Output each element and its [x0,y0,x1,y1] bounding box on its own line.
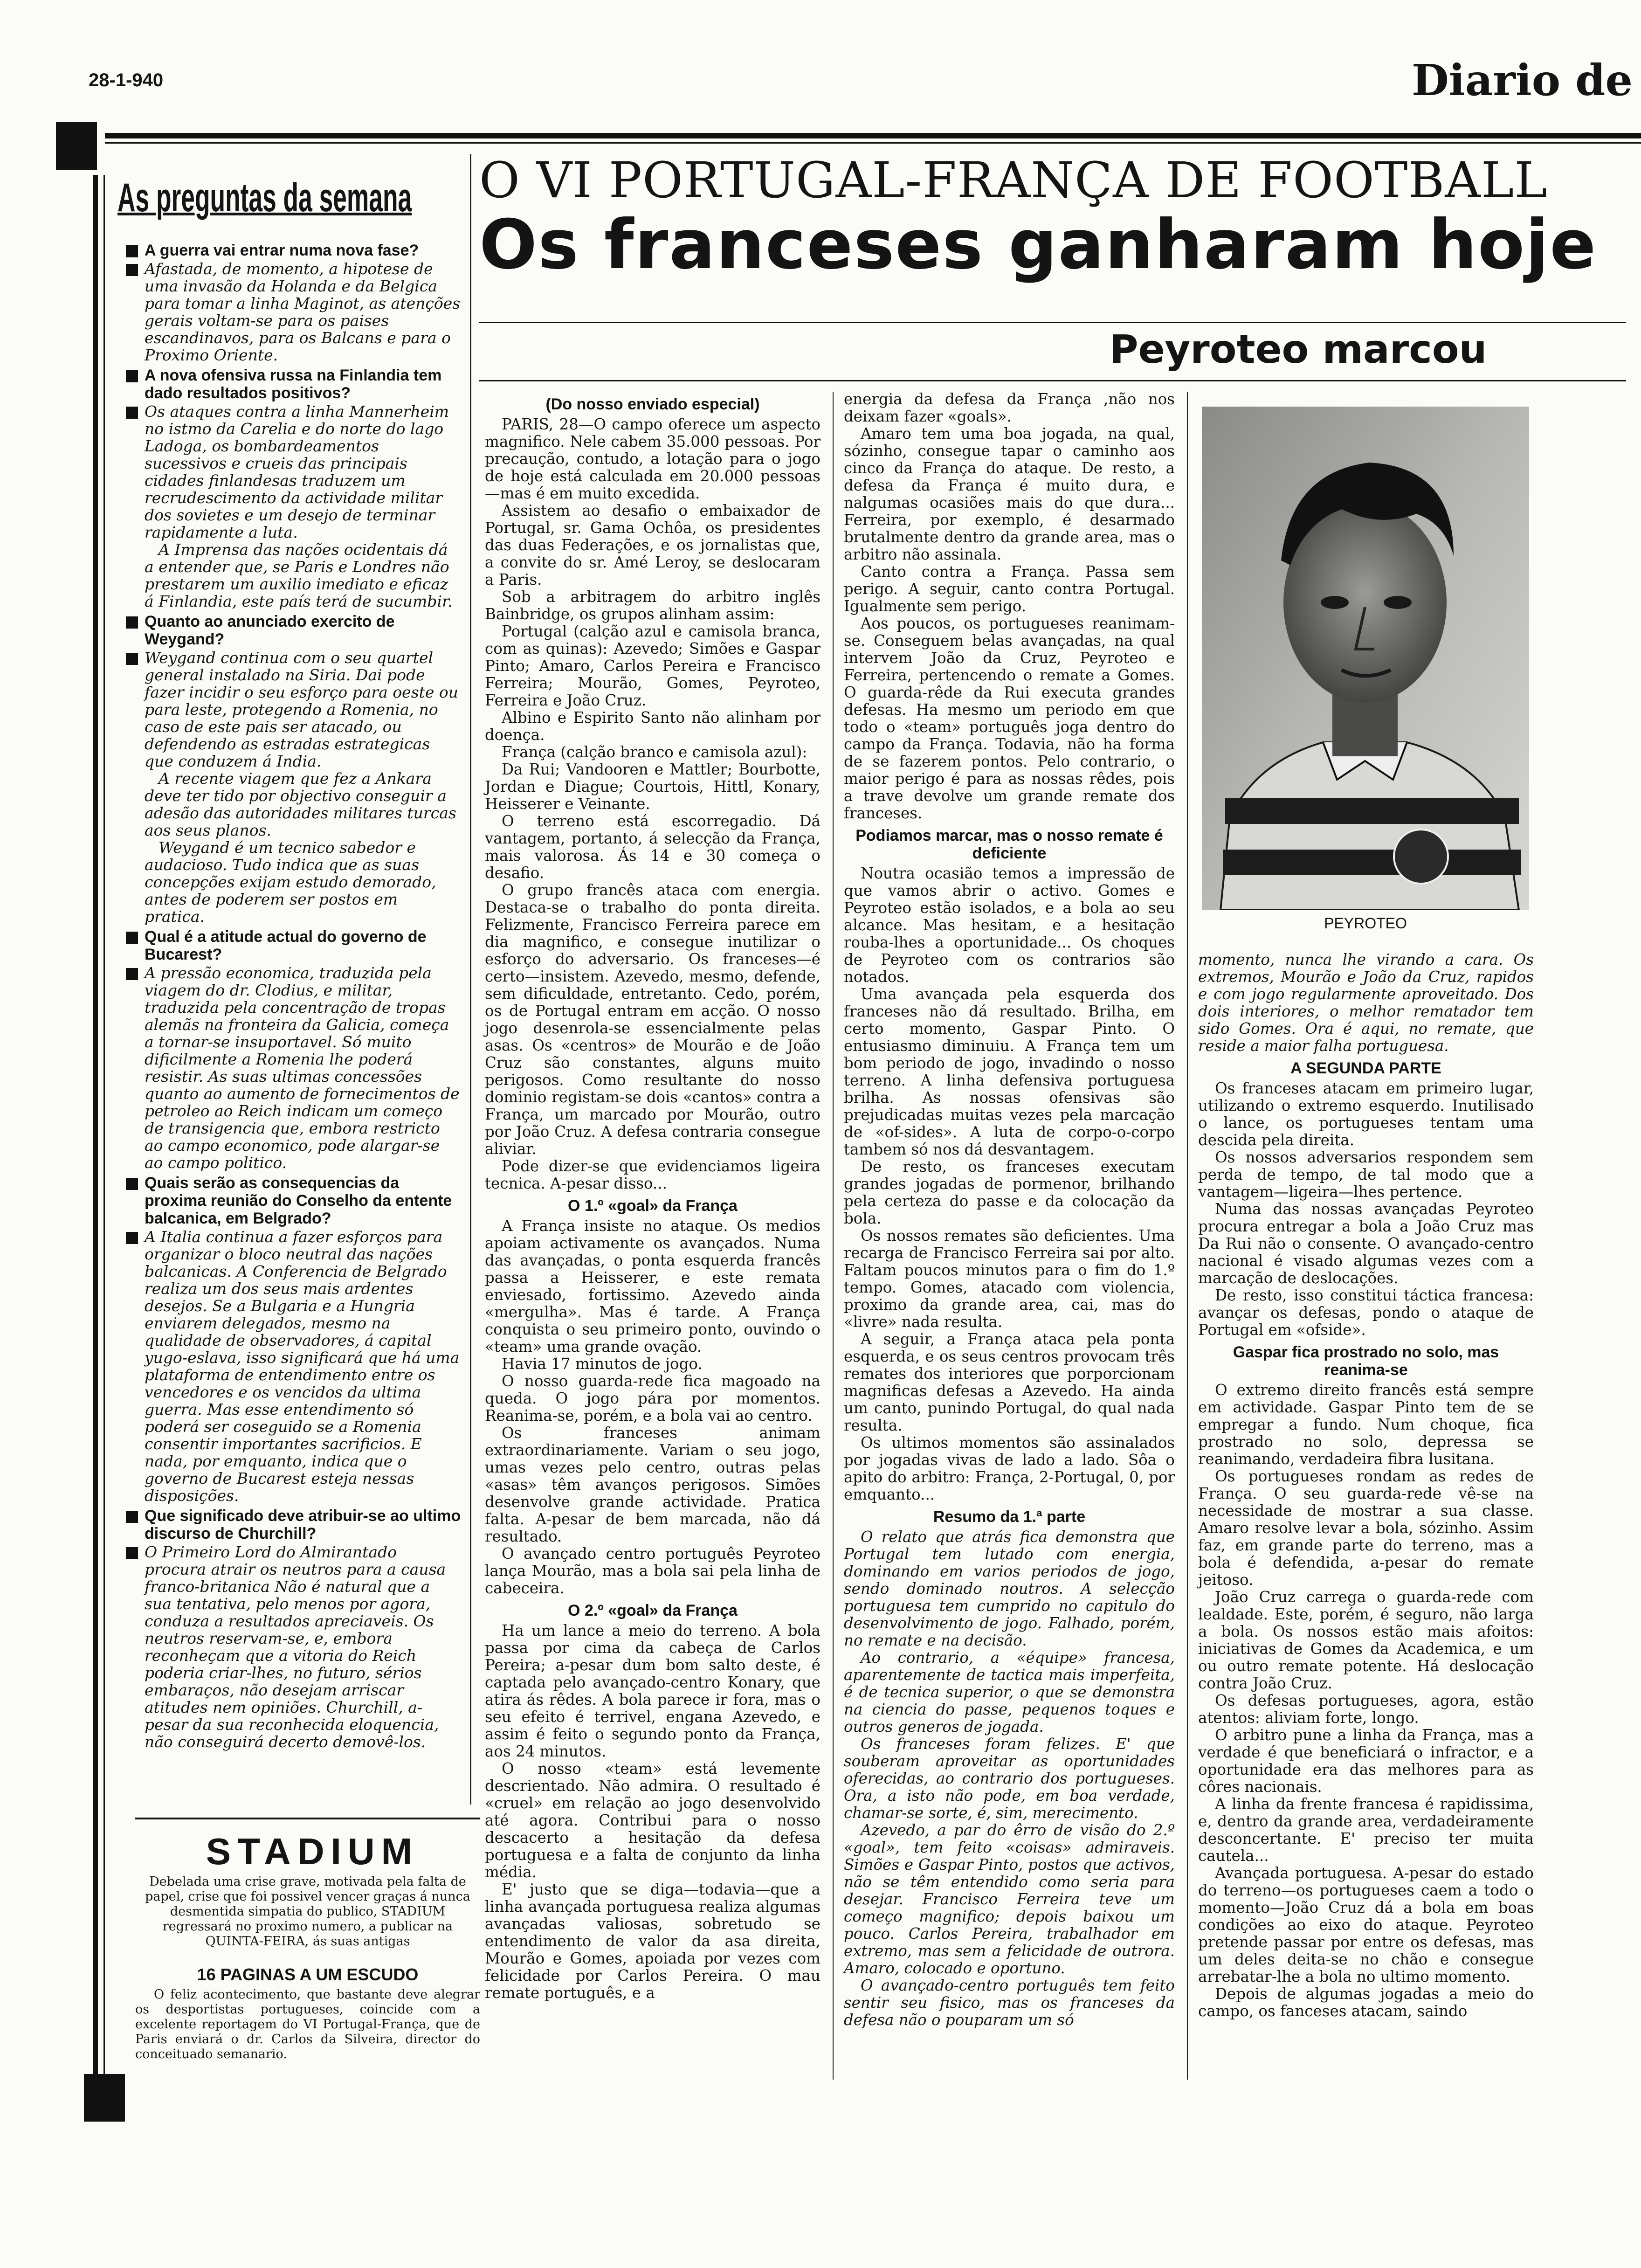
paragraph: Os franceses foram felizes. E' que souberam aproveitar as oportunidades oferecidas, ao contrario dos portugueses. Ora, a isto não pode, em boa verdade, chamar-se sorte, é, sim, merecimento. [844,1735,1175,1822]
question: A guerra vai entrar numa nova fase? [126,242,462,259]
section-heading: A SEGUNDA PARTE [1290,1059,1441,1077]
paragraph: A linha da frente francesa é rapidissima, e, dentro da grande area, verdadeiramente desconcertante. E' preciso ter muita cautela... [1198,1795,1534,1865]
article-column-1 [485,391,820,2002]
question-2 [126,366,462,610]
player-portrait-image [1202,407,1529,910]
question-6 [126,1507,462,1750]
paragraph: Os portugueses rondam as redes de França. O seu guarda-rede vê-se na necessidade de mostrar a sua classe. Amaro resolve levar a bola, sózinho. Assim faz, em grande parte do terreno, mas a bola é defendida, a-pesar do remate jeitoso. [1198,1467,1534,1589]
question: Qual é a atitude actual do governo de Bucarest? [126,928,462,963]
answer [126,1228,462,1504]
paragraph: Pode dizer-se que evidenciamos ligeira tecnica. A-pesar disso... [485,1157,820,1192]
summary-italic [844,1528,1175,2029]
paragraph: O terreno está escorregadio. Dá vantagem, portanto, á selecção da França, mais valorosa. Ás 14 e 30 começa o desafio. [485,812,820,882]
section-heading: Resumo da 1.ª parte [933,1508,1086,1526]
paragraph: O arbitro pune a linha da França, mas a verdade é que beneficiará o infractor, e a oportunidade era das melhores para as côres nacionais. [1198,1726,1534,1796]
stadium-pages: 16 PAGINAS A UM ESCUDO [197,1965,419,1984]
paragraph: Aos poucos, os portugueses reanimam-se. Conseguem belas avançadas, na qual intervem João da Cruz, Peyroteo e Ferreira, pertencendo o remate a Gomes. O guarda-rêde da Rui executa grandes defesas. Ha mesmo um periodo em que todo o «team» português joga dentro do campo da França. Todavia, não ha forma de se fazerem pontos. Pelo contrario, o maior perigo é para as nossas rêdes, pois a trave devolve um grande remate dos franceses. [844,615,1175,822]
stadium-rule [135,1818,480,1819]
question: Que significado deve atribuir-se ao ultimo discurso de Churchill? [126,1507,462,1542]
paragraph: O extremo direito francês está sempre em actividade. Gaspar Pinto tem de se empregar a fundo. Num choque, fica prostrado no solo, depressa se reanimando, verdadeira fibra lusitana. [1198,1381,1534,1468]
paragraph: A seguir, a França ataca pela ponta esquerda, e os seus centros provocam três remates dos interiores que porporcionam magnificas defesas a Azevedo. Ha ainda um canto, punindo Portugal, do qual nada resulta. [844,1330,1175,1434]
paragraph: O avançado-centro português tem feito sentir seu fisico, mas os franceses da defesa não o pouparam um só [844,1977,1175,2029]
question: A nova ofensiva russa na Finlandia tem dado resultados positivos? [126,366,462,402]
answer-paragraph: A recente viagem que fez a Ankara deve ter tido por objectivo conseguir a adesão das autoridades militares turcas aos seus planos. [145,769,456,839]
paragraph: Os nossos remates são deficientes. Uma recarga de Francisco Ferreira sai por alto. Faltam poucos minutos para o fim do 1.º tempo. Gomes, atacado com violencia, proximo da grande area, cai, mas do «livre» nada resulta. [844,1227,1175,1331]
question-5 [126,1174,462,1504]
answer [126,1543,462,1750]
paragraph: Canto contra a França. Passa sem perigo. A seguir, canto contra Portugal. Igualmente sem perigo. [844,563,1175,615]
paragraph: Os defesas portugueses, agora, estão atentos: aliviam forte, longo. [1198,1692,1534,1727]
sidebar-left-rule [93,175,98,2077]
paragraph: Sob a arbitragem do arbitro inglês Bainbridge, os grupos alinham assim: [485,588,820,623]
question: Quais serão as consequencias da proxima reunião do Conselho da entente balcanica, em Belgrado? [126,1174,462,1227]
margin-marker-bottom [84,2074,125,2122]
article-column-3 [1198,951,1534,2020]
paragraph: Ha um lance a meio do terreno. A bola passa por cima da cabeça de Carlos Pereira; a-pesar dum bom salto deste, é captada pelo avançado-centro Konary, que atira ás rêdes. A bola parece ir fora, mas o seu efeito é terrivel, engana Azevedo, e assim é feito o segundo ponto da França, aos 24 minutos. [485,1622,820,1760]
top-rule [105,133,1641,138]
answer [126,403,462,610]
paragraph: O avançado centro português Peyroteo lança Mourão, mas a bola sai pela linha de cabeceira. [485,1545,820,1597]
paragraph: De resto, isso constitui táctica francesa: avançar os defesas, pondo o ataque de Portugal em «ofside». [1198,1286,1534,1339]
continuation-italic [1198,951,1534,1055]
paragraph: PARIS, 28—O campo oferece um aspecto magnifico. Nele cabem 35.000 pessoas. Por precaução, contudo, a lotação para o jogo de hoje está calculada em 20.000 pessoas—mas é em muito excedida. [485,415,820,502]
answer-paragraph: A Italia continua a fazer esforços para organizar o bloco neutral das nações balcanicas. A Conferencia de Belgrado realiza um dos seus mais ardentes desejos. Se a Bulgaria e a Hungria enviarem delegados, mesmo na qualidade de observadores, á capital yugo-eslava, isso significará que há uma plataforma de entendimento entre os vencedores e os vencidos da ultima guerra. Mas esse entendimento só poderá ser coseguido se a Romenia consentir importantes sacrificios. E nada, por emquanto, indica que o governo de Bucarest esteja nessas disposições. [145,1228,460,1505]
paragraph: Os nossos adversarios respondem sem perda de tempo, de tal modo que a vantagem—ligeira—lhes pertence. [1198,1148,1534,1201]
answer [126,964,462,1171]
sidebar-left-rule-thin [103,175,105,2077]
answer-paragraph: A Imprensa das nações ocidentais dá a entender que, se Paris e Londres não prestarem um auxilio imediato e eficaz á Finlandia, este país terá de sucumbir. [145,540,453,610]
question-4 [126,928,462,1171]
paragraph: A França insiste no ataque. Os medios apoiam activamente os avançados. Numa das avançadas, o ponta esquerda francês passa a Heisserer, e este remata enviesado, fortissimo. Azevedo ainda «mergulha». Mas é tarde. A França conquista o seu primeiro ponto, ouvindo o «team» uma grande ovação. [485,1217,820,1355]
section-heading: Podiamos marcar, mas o nosso remate é deficiente [855,827,1163,862]
answer-paragraph: A pressão economica, traduzida pela viagem do dr. Clodius, e militar, traduzida pela concentração de tropas alemãs na fronteira da Galicia, começa a tornar-se insuportavel. Só muito dificilmente a Romenia lhe poderá resistir. As suas ultimas concessões quanto ao aumento de fornecimentos de petroleo ao Reich indicam um começo de transigencia que, embora restricto ao campo economico, pode alargar-se ao campo politico. [145,964,460,1172]
paragraph: O nosso «team» está levemente descrientado. Não admira. O resultado é «cruel» em relação ao jogo desenvolvido até agora. Contribui para o nosso descacerto a hesitação da defesa portuguesa e a falta de conjunto da linha média. [485,1760,820,1881]
section-heading: O 1.º «goal» da França [568,1197,738,1215]
byline: (Do nosso enviado especial) [545,395,760,413]
issue-date: 28-1-940 [89,70,164,90]
paragraph: França (calção branco e camisola azul): [502,743,807,761]
article-headline: Os franceses ganharam hoje [479,205,1597,284]
paragraph: Avançada portuguesa. A-pesar do estado do terreno—os portugueses caem a todo o momento—João Cruz dá a bola em boas condições ao eixo do ataque. Peyroteo pretende passar por entre os defesas, mas um deles deita-se no chão e consegue arrebatar-lhe a bola no ultimo momento. [1198,1864,1534,1985]
answer-paragraph: Weygand é um tecnico sabedor e audacioso. Tudo indica que as suas concepções exijam estudo demorado, antes de poderem ser postos em pratica. [145,838,436,926]
paragraph: Numa das nossas avançadas Peyroteo procura entregar a bola a João Cruz mas Da Rui não o consente. O avançado-centro nacional é visado algumas vezes com a marcação de deslocações. [1198,1200,1534,1287]
question-3 [126,613,462,925]
sidebar-questions [126,239,462,1753]
paragraph: Depois de algumas jogadas a meio do campo, os fanceses atacam, saindo [1198,1985,1534,2020]
paragraph: Os franceses atacam em primeiro lugar, utilizando o extremo esquerdo. Inutilisado o lance, os portugueses tentam uma descida pela direita. [1198,1079,1534,1149]
paragraph: O nosso guarda-rede fica magoado na queda. O jogo pára por momentos. Reanima-se, porém, e a bola vai ao centro. [485,1372,820,1424]
section-heading: O 2.º «goal» da França [568,1602,738,1619]
answer-paragraph: Os ataques contra a linha Mannerheim no istmo da Carelia e do norte do lago Ladoga, os bombardeamentos sucessivos e crueis das principais cidades finlandesas traduzem um recrudescimento da actividade militar dos sovietes e um desejo de terminar rapidamente a luta. [145,402,449,541]
section-heading: Gaspar fica prostrado no solo, mas reanima-se [1233,1343,1499,1379]
stadium-notice: Debelada uma crise grave, motivada pela falta de papel, crise que foi possivel vencer graças á nunca desmentida simpatia do publico, STADIUM regressará no proximo numero, a publicar na QUINTA-FEIRA, ás suas antigas [145,1874,470,1949]
paragraph: energia da defesa da França ,não nos deixam fazer «goals». [844,390,1175,425]
paragraph: Uma avançada pela esquerda dos franceses não dá resultado. Brilha, em certo momento, Gaspar Pinto. O entusiasmo diminuiu. A França tem um bom periodo de jogo, invadindo o nosso terreno. A linha defensiva portuguesa brilha. As nossas ofensivas são prejudicadas muitas vezes pela marcação de «of-sides». A luta de corpo-o-corpo tambem só nos dá desvantagem. [844,985,1175,1158]
article-column-2 [844,391,1175,2029]
answer [126,649,462,925]
answer [126,260,462,364]
sidebar-title: As preguntas da semana [117,175,412,220]
margin-marker-top [56,122,97,170]
paragraph: O grupo francês ataca com energia. Destaca-se o trabalho do ponta direita. Felizmente, Francisco Ferreira parece em dia magnifico, e consegue inutilizar o esforço do adversario. Os franceses—é certo—insistem. Azevedo, mesmo, defende, sem dificuldade, entretanto. Cedo, porém, os de Portugal entram em acção. O nosso jogo desenrola-se essencialmente pelas asas. Os «centros» de Mourão e de João Cruz são constantes, alguns muito perigosos. Como resultante do nosso dominio registam-se dois «cantos» contra a França, um marcado por Mourão, outro por João Cruz. A defesa contraria consegue aliviar. [485,881,820,1158]
paragraph: Da Rui; Vandooren e Mattler; Bourbotte, Jordan e Diague; Courtois, Hittl, Konary, Heisserer e Veinante. [485,761,820,813]
newspaper-name: Diario de [1411,55,1633,105]
photo-caption: PEYROTEO [1324,915,1407,932]
paragraph: Os ultimos momentos são assinalados por jogadas vivas de lado a lado. Sôa o apito do arbitro: França, 2-Portugal, 0, por emquanto... [844,1434,1175,1503]
paragraph: Havia 17 minutos de jogo. [502,1355,703,1373]
paragraph: De resto, os franceses executam grandes jogadas de pormenor, brilhando pela certeza do passe e da colocação da bola. [844,1158,1175,1227]
question-1 [126,242,462,364]
top-rule-thin [105,142,1641,144]
answer-paragraph: O Primeiro Lord do Almirantado procura atrair os neutros para a causa franco-britanica Não é natural que a sua tentativa, pelo menos por agora, conduza a resultados apreciaveis. Os neutros reservam-se, e, embora reconheçam que a vitoria do Reich poderia criar-lhes, no futuro, sérios embaraços, não desejam arriscar atitudes nem opiniões. Churchill, a-pesar da sua reconhecida eloquencia, não conseguirá decerto demovê-los. [145,1543,446,1751]
paragraph: Amaro tem uma boa jogada, na qual, sózinho, consegue tapar o caminho aos cinco da França do ataque. De resto, a defesa da França é muito dura, e nalgumas ocasiões mais do que dura... Ferreira, por exemplo, é desarmado brutalmente dentro da grande area, mas o arbitro não assinala. [844,425,1175,563]
stadium-closing [135,1987,480,2062]
stadium-closing-paragraph: O feliz acontecimento, que bastante deve alegrar os desportistas portugueses, coincide com a excelente reportagem do VI Portugal-França, que de Paris enviará o dr. Carlos da Silveira, director do conceituado semanario. [135,1987,480,2061]
subheadline-rule [479,380,1626,381]
paragraph: Assistem ao desafio o embaixador de Portugal, sr. Gama Ochôa, os presidentes das duas Federações, e os jornalistas que, a convite do sr. Amé Leroy, se deslocaram a Paris. [485,502,820,588]
column-divider [1187,392,1188,2080]
question: Quanto ao anunciado exercito de Weygand? [126,613,462,648]
paragraph: momento, nunca lhe virando a cara. Os extremos, Mourão e João da Cruz, rapidos e com jogo regularmente aproveitado. Dos dois interiores, o melhor rematador tem sido Gomes. Ora é aqui, no remate, que reside a maior falha portuguesa. [1198,951,1534,1055]
headline-rule [479,322,1626,323]
article-kicker: O VI PORTUGAL-FRANÇA DE FOOTBALL [479,152,1548,209]
paragraph: Ao contrario, a «équipe» francesa, aparentemente de tactica mais imperfeita, é de tecnica superior, o que se demonstra na ciencia do passe, pequenos toques e outros generos de jogada. [844,1649,1175,1736]
paragraph: Os franceses animam extraordinariamente. Variam o seu jogo, umas vezes pelo centro, outras pelas «asas» têm avanços perigosos. Simões desenvolve grande actividade. Pratica falta. A-pesar de bem marcada, não dá resultado. [485,1424,820,1545]
sidebar-right-rule [470,154,471,1805]
answer-paragraph: Afastada, de momento, a hipotese de uma invasão da Holanda e da Belgica para tomar a linha Maginot, as atenções gerais voltam-se para os paises escandinavos, para os Balcans e para o Proximo Oriente. [145,260,461,364]
answer-paragraph: Weygand continua com o seu quartel general instalado na Siria. Dai pode fazer incidir o seu esforço para oeste ou para leste, protegendo a Romenia, no caso de este pais ser atacado, ou defendendo as estradas estrategicas que conduzem á India. [145,649,459,770]
paragraph: Albino e Espirito Santo não alinham por doença. [485,709,820,744]
paragraph: O relato que atrás fica demonstra que Portugal tem lutado com energia, dominando em varios periodos de jogo, sendo dominado noutros. A selecção portuguesa tem cumprido no capitulo do desenvolvimento de jogo. Falhado, porém, no remate e na decisão. [844,1528,1175,1649]
paragraph: Portugal (calção azul e camisola branca, com as quinas): Azevedo; Simões e Gaspar Pinto; Amaro, Carlos Pereira e Francisco Ferreira; Mourão, Gomes, Peyroteo, Ferreira e João Cruz. [485,622,820,709]
paragraph: Azevedo, a par do êrro de visão do 2.º «goal», tem feito «coisas» admiraveis. Simões e Gaspar Pinto, postos que activos, não se têm entendido como seria para desejar. Francisco Ferreira teve um começo magnifico; depois baixou um pouco. Carlos Pereira, trabalhador em extremo, mas sem a felicidade de outrora. Amaro, colocado e oportuno. [844,1821,1175,1977]
stadium-title: STADIUM [206,1831,419,1872]
paragraph: João Cruz carrega o guarda-rede com lealdade. Este, porém, é seguro, não larga a bola. Os nossos estão mais afoitos: iniciativas de Gomes da Academica, e um ou outro remate potente. Há deslocação contra João Cruz. [1198,1588,1534,1692]
column-divider [833,392,834,2080]
paragraph: E' justo que se diga—todavia—que a linha avançada portuguesa realiza algumas avançadas valiosas, sobretudo se entendimento de valor da asa direita, Mourão e Gomes, apoiada por vezes com felicidade por Carlos Pereira. O mau remate português, e a [485,1881,820,2002]
player-photo [1202,407,1529,910]
paragraph: Noutra ocasião temos a impressão de que vamos abrir o activo. Gomes e Peyroteo estão isolados, e a bola ao seu alcance. Mas hesitam, e a hesitação rouba-lhes a oportunidade... Os choques de Peyroteo com os contrarios são notados. [844,864,1175,986]
article-subheadline: Peyroteo marcou [1110,326,1487,372]
